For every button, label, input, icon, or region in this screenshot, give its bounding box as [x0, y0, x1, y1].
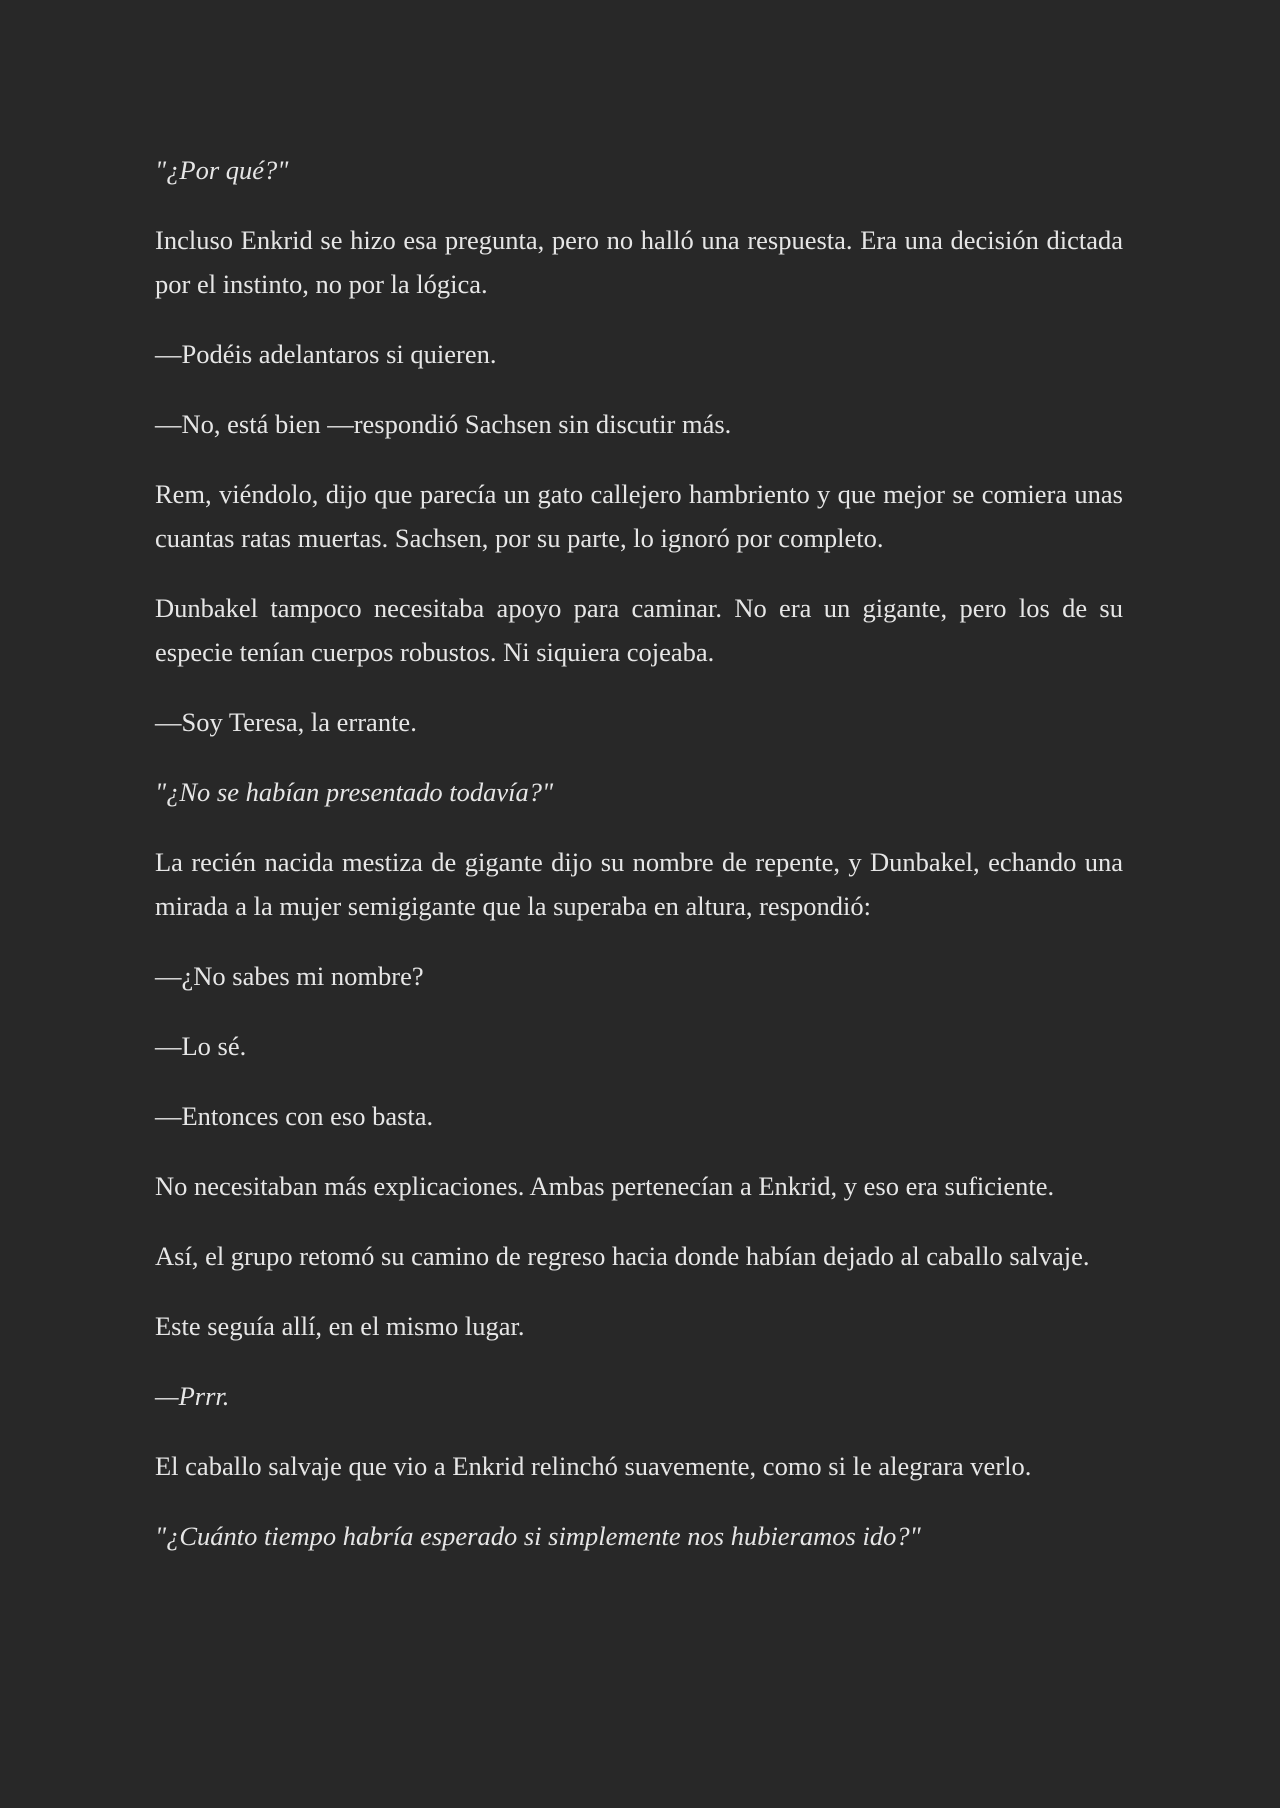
chapter-text — [155, 148, 1123, 1584]
paragraph-dialogue: —No, está bien —respondió Sachsen sin discutir más. — [155, 409, 732, 439]
paragraph-dialogue: —Podéis adelantaros si quieren. — [155, 339, 497, 369]
paragraph-dialogue: —Soy Teresa, la errante. — [155, 707, 417, 737]
paragraph-narration: No necesitaban más explicaciones. Ambas pertenecían a Enkrid, y eso era suficiente. — [155, 1171, 1055, 1201]
paragraph-thought: "¿No se habían presentado todavía?" — [155, 777, 554, 807]
paragraph-dialogue: —¿No sabes mi nombre? — [155, 961, 424, 991]
paragraph-narration: Así, el grupo retomó su camino de regreso hacia donde habían dejado al caballo salvaje. — [155, 1241, 1090, 1271]
paragraph-narration: Rem, viéndolo, dijo que parecía un gato callejero hambriento y que mejor se comiera unas cuantas ratas muertas. Sachsen, por su parte, lo ignoró por completo. — [155, 479, 1123, 553]
paragraph-dialogue: —Lo sé. — [155, 1031, 247, 1061]
paragraph-narration: Incluso Enkrid se hizo esa pregunta, pero no halló una respuesta. Era una decisión dictada por el instinto, no por la lógica. — [155, 225, 1123, 299]
paragraph-narration: Dunbakel tampoco necesitaba apoyo para caminar. No era un gigante, pero los de su especie tenían cuerpos robustos. Ni siquiera cojeaba. — [155, 593, 1123, 667]
paragraph-narration: La recién nacida mestiza de gigante dijo su nombre de repente, y Dunbakel, echando una mirada a la mujer semigigante que la superaba en altura, respondió: — [155, 847, 1123, 921]
paragraph-dialogue: —Entonces con eso basta. — [155, 1101, 434, 1131]
paragraph-sound: —Prrr. — [155, 1381, 230, 1411]
paragraph-thought: "¿Cuánto tiempo habría esperado si simplemente nos hubieramos ido?" — [155, 1521, 921, 1551]
paragraph-narration: Este seguía allí, en el mismo lugar. — [155, 1311, 525, 1341]
paragraph-thought: "¿Por qué?" — [155, 155, 289, 185]
paragraph-narration: El caballo salvaje que vio a Enkrid relinchó suavemente, como si le alegrara verlo. — [155, 1451, 1032, 1481]
